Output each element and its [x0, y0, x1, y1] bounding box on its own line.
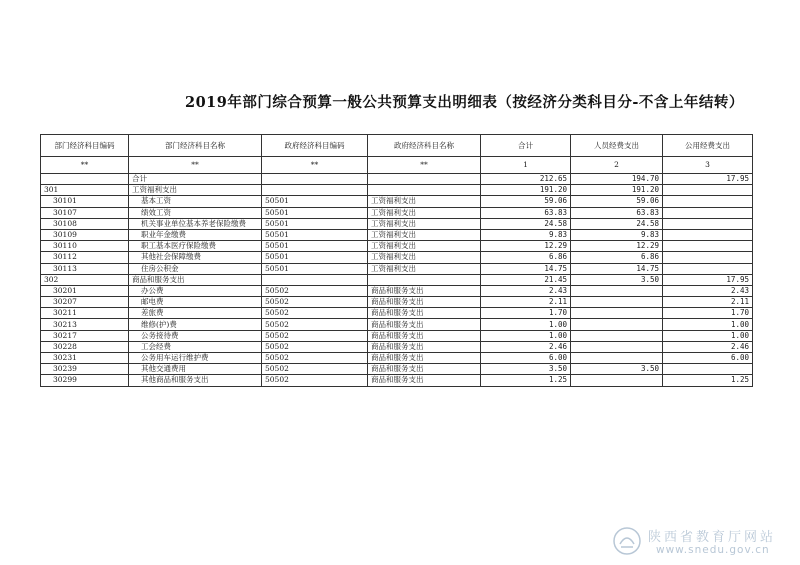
cell-name: 办公费 [129, 285, 262, 296]
cell-name: 工资福利支出 [129, 185, 262, 196]
cell-personnel: 63.83 [571, 207, 663, 218]
column-header: 政府经济科目名称 [368, 135, 481, 157]
cell-code: 30231 [41, 353, 129, 364]
table-row [41, 218, 753, 229]
cell-gov-code: 50501 [262, 218, 368, 229]
cell-gov-name: 商品和服务支出 [368, 341, 481, 352]
cell-total: 24.58 [481, 218, 571, 229]
table-row [41, 263, 753, 274]
cell-total: 14.75 [481, 263, 571, 274]
page-title: 2019年部门综合预算一般公共预算支出明细表（按经济分类科目分-不含上年结转） [185, 94, 744, 111]
subheader-cell: ** [41, 157, 129, 174]
cell-gov-name [368, 274, 481, 285]
cell-public: 2.11 [663, 297, 753, 308]
cell-code: 30207 [41, 297, 129, 308]
cell-personnel: 6.86 [571, 252, 663, 263]
table-row [41, 364, 753, 375]
cell-gov-code: 50502 [262, 353, 368, 364]
cell-gov-name: 商品和服务支出 [368, 375, 481, 386]
cell-public [663, 207, 753, 218]
cell-gov-code: 50501 [262, 229, 368, 240]
cell-total: 21.45 [481, 274, 571, 285]
table-row [41, 319, 753, 330]
table-row [41, 375, 753, 386]
cell-gov-code: 50502 [262, 375, 368, 386]
cell-name: 其他交通费用 [129, 364, 262, 375]
watermark-url: www.snedu.gov.cn [656, 544, 770, 556]
cell-gov-code: 50501 [262, 207, 368, 218]
cell-personnel: 191.20 [571, 185, 663, 196]
cell-code: 30217 [41, 330, 129, 341]
cell-public [663, 263, 753, 274]
cell-gov-code: 50502 [262, 308, 368, 319]
cell-gov-name: 工资福利支出 [368, 263, 481, 274]
cell-total: 3.50 [481, 364, 571, 375]
cell-total: 12.29 [481, 241, 571, 252]
cell-gov-code: 50501 [262, 196, 368, 207]
cell-gov-code: 50502 [262, 330, 368, 341]
cell-public: 2.43 [663, 285, 753, 296]
subheader-cell: 1 [481, 157, 571, 174]
cell-personnel: 59.06 [571, 196, 663, 207]
cell-total: 6.00 [481, 353, 571, 364]
cell-personnel: 194.70 [571, 174, 663, 185]
cell-personnel: 24.58 [571, 218, 663, 229]
table-row [41, 341, 753, 352]
cell-gov-code: 50502 [262, 297, 368, 308]
cell-gov-code: 50502 [262, 285, 368, 296]
cell-gov-name: 工资福利支出 [368, 229, 481, 240]
cell-public: 17.95 [663, 274, 753, 285]
cell-personnel [571, 319, 663, 330]
cell-code: 30101 [41, 196, 129, 207]
table-row [41, 196, 753, 207]
cell-gov-code [262, 174, 368, 185]
cell-personnel: 3.50 [571, 274, 663, 285]
cell-gov-name: 商品和服务支出 [368, 319, 481, 330]
budget-table [40, 134, 753, 387]
cell-total: 1.00 [481, 330, 571, 341]
cell-code: 30211 [41, 308, 129, 319]
cell-code: 30113 [41, 263, 129, 274]
subheader-cell: ** [262, 157, 368, 174]
column-header: 部门经济科目名称 [129, 135, 262, 157]
cell-total: 2.43 [481, 285, 571, 296]
cell-public [663, 229, 753, 240]
cell-personnel: 9.83 [571, 229, 663, 240]
table-row [41, 308, 753, 319]
cell-gov-name: 工资福利支出 [368, 196, 481, 207]
cell-public: 1.00 [663, 330, 753, 341]
table-row [41, 241, 753, 252]
cell-personnel [571, 297, 663, 308]
cell-personnel [571, 330, 663, 341]
subheader-row [41, 157, 753, 174]
cell-total: 59.06 [481, 196, 571, 207]
cell-gov-name: 商品和服务支出 [368, 285, 481, 296]
cell-public [663, 218, 753, 229]
cell-total: 1.25 [481, 375, 571, 386]
cell-gov-code: 50502 [262, 341, 368, 352]
cell-gov-code: 50501 [262, 241, 368, 252]
cell-total: 6.86 [481, 252, 571, 263]
table-row [41, 353, 753, 364]
site-watermark [612, 520, 792, 560]
cell-name: 职业年金缴费 [129, 229, 262, 240]
cell-name: 公务用车运行维护费 [129, 353, 262, 364]
cell-code: 30108 [41, 218, 129, 229]
cell-name: 差旅费 [129, 308, 262, 319]
cell-code: 30201 [41, 285, 129, 296]
cell-public: 17.95 [663, 174, 753, 185]
table-row [41, 207, 753, 218]
cell-public: 1.25 [663, 375, 753, 386]
cell-public: 2.46 [663, 341, 753, 352]
cell-code: 30239 [41, 364, 129, 375]
cell-name: 工会经费 [129, 341, 262, 352]
cell-name: 住房公积金 [129, 263, 262, 274]
cell-public: 1.00 [663, 319, 753, 330]
table-row [41, 297, 753, 308]
cell-personnel [571, 353, 663, 364]
cell-public [663, 196, 753, 207]
cell-personnel: 3.50 [571, 364, 663, 375]
cell-gov-code [262, 274, 368, 285]
cell-code: 30112 [41, 252, 129, 263]
cell-gov-name: 商品和服务支出 [368, 353, 481, 364]
cell-gov-code: 50502 [262, 319, 368, 330]
cell-name: 其他商品和服务支出 [129, 375, 262, 386]
cell-total: 9.83 [481, 229, 571, 240]
cell-name: 绩效工资 [129, 207, 262, 218]
cell-gov-code: 50501 [262, 252, 368, 263]
cell-code: 30109 [41, 229, 129, 240]
cell-personnel [571, 285, 663, 296]
watermark-name: 陕西省教育厅网站 [648, 530, 777, 545]
column-header: 人员经费支出 [571, 135, 663, 157]
cell-public: 6.00 [663, 353, 753, 364]
cell-public: 1.70 [663, 308, 753, 319]
table-row [41, 252, 753, 263]
cell-gov-name: 工资福利支出 [368, 218, 481, 229]
cell-code: 302 [41, 274, 129, 285]
cell-name: 基本工资 [129, 196, 262, 207]
cell-gov-code: 50502 [262, 364, 368, 375]
table-row [41, 274, 753, 285]
cell-total: 63.83 [481, 207, 571, 218]
cell-total: 191.20 [481, 185, 571, 196]
cell-name: 公务接待费 [129, 330, 262, 341]
cell-code: 301 [41, 185, 129, 196]
cell-gov-name [368, 185, 481, 196]
cell-code: 30110 [41, 241, 129, 252]
cell-gov-name: 工资福利支出 [368, 241, 481, 252]
cell-name: 职工基本医疗保险缴费 [129, 241, 262, 252]
subheader-cell: 3 [663, 157, 753, 174]
column-header: 合计 [481, 135, 571, 157]
cell-personnel: 12.29 [571, 241, 663, 252]
table-row [41, 174, 753, 185]
cell-public [663, 252, 753, 263]
cell-name: 商品和服务支出 [129, 274, 262, 285]
cell-gov-name: 工资福利支出 [368, 252, 481, 263]
cell-gov-code: 50501 [262, 263, 368, 274]
column-header: 政府经济科目编码 [262, 135, 368, 157]
cell-code: 30299 [41, 375, 129, 386]
cell-total: 1.70 [481, 308, 571, 319]
cell-total: 212.65 [481, 174, 571, 185]
cell-code: 30107 [41, 207, 129, 218]
cell-gov-name: 商品和服务支出 [368, 330, 481, 341]
table-row [41, 285, 753, 296]
cell-total: 2.46 [481, 341, 571, 352]
cell-personnel [571, 308, 663, 319]
cell-name: 机关事业单位基本养老保险缴费 [129, 218, 262, 229]
cell-name: 其他社会保障缴费 [129, 252, 262, 263]
column-header: 公用经费支出 [663, 135, 753, 157]
column-header: 部门经济科目编码 [41, 135, 129, 157]
cell-personnel [571, 375, 663, 386]
subheader-cell: 2 [571, 157, 663, 174]
cell-gov-name: 商品和服务支出 [368, 297, 481, 308]
cell-name: 维修(护)费 [129, 319, 262, 330]
subheader-cell: ** [368, 157, 481, 174]
table-row [41, 229, 753, 240]
cell-public [663, 241, 753, 252]
education-seal-icon [612, 526, 642, 556]
cell-total: 1.00 [481, 319, 571, 330]
cell-gov-name: 商品和服务支出 [368, 364, 481, 375]
cell-code [41, 174, 129, 185]
table-row [41, 185, 753, 196]
cell-code: 30213 [41, 319, 129, 330]
cell-gov-name: 商品和服务支出 [368, 308, 481, 319]
cell-gov-name [368, 174, 481, 185]
header-row [41, 135, 753, 157]
subheader-cell: ** [129, 157, 262, 174]
cell-total: 2.11 [481, 297, 571, 308]
cell-personnel: 14.75 [571, 263, 663, 274]
cell-personnel [571, 341, 663, 352]
cell-gov-name: 工资福利支出 [368, 207, 481, 218]
cell-code: 30228 [41, 341, 129, 352]
cell-gov-code [262, 185, 368, 196]
table-row [41, 330, 753, 341]
cell-public [663, 185, 753, 196]
cell-name: 邮电费 [129, 297, 262, 308]
cell-public [663, 364, 753, 375]
cell-name: 合计 [129, 174, 262, 185]
